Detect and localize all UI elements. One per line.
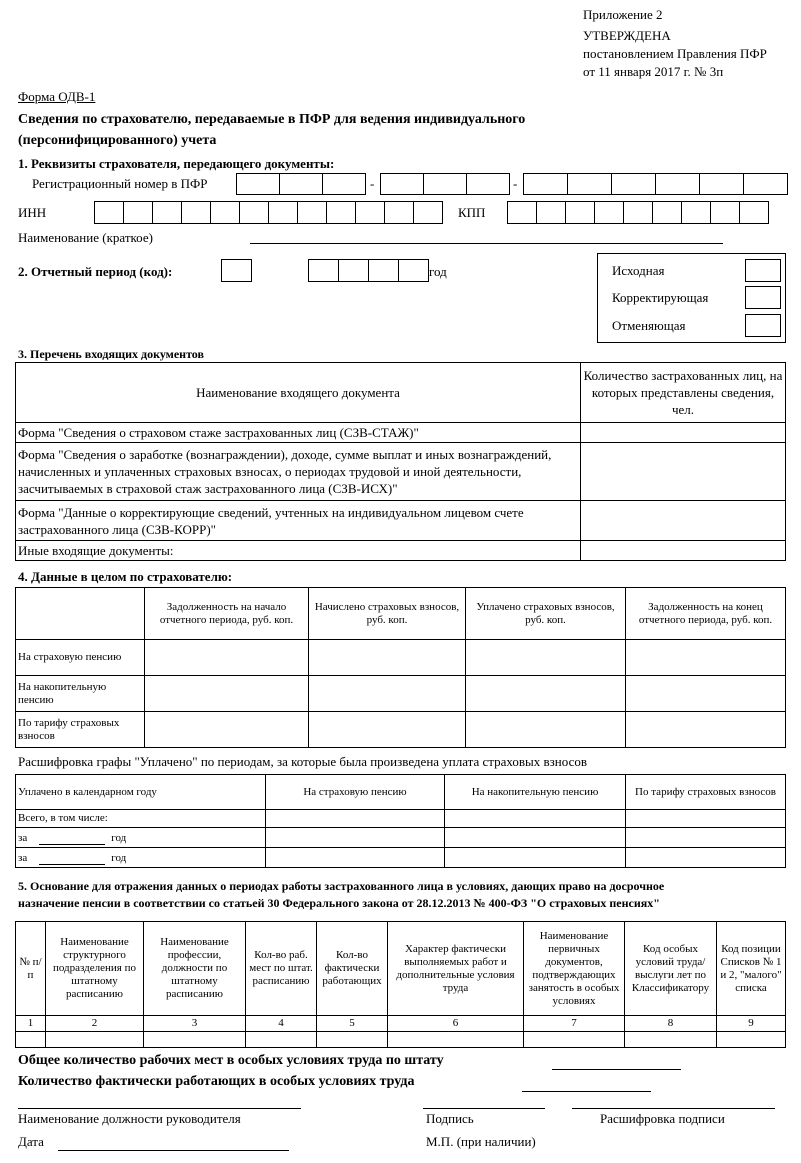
short-name-field[interactable]	[250, 229, 723, 244]
total-staff-label: Общее количество рабочих мест в особых условиях труда по штату	[18, 1053, 444, 1068]
decoding-cell[interactable]	[266, 848, 445, 868]
type-cancel-checkbox[interactable]	[745, 314, 781, 337]
decoding-col-tariff: По тарифу страховых взносов	[626, 775, 786, 810]
doc-row-szv-korr: Форма "Данные о корректирующие сведений, учтенных на индивидуальном лицевом счете застрахованного лица (СЗВ-КОРР)"	[16, 501, 581, 541]
sc-cell[interactable]	[46, 1032, 144, 1048]
sc-cell[interactable]	[388, 1032, 524, 1048]
signature-field[interactable]	[423, 1094, 545, 1109]
total-actual-label: Количество фактически работающих в особых условиях труда	[18, 1074, 415, 1089]
summary-cell[interactable]	[466, 640, 626, 676]
sc-cell[interactable]	[317, 1032, 388, 1048]
sc-num: 3	[144, 1016, 246, 1032]
reg-number-part1[interactable]	[237, 173, 366, 195]
form-title-line1: Сведения по страхователю, передаваемые в ПФР для ведения индивидуального	[18, 112, 526, 127]
summary-cell[interactable]	[309, 712, 466, 748]
decoding-cell[interactable]	[626, 810, 786, 828]
docs-header-name: Наименование входящего документа	[16, 363, 581, 423]
summary-cell[interactable]	[626, 712, 786, 748]
decoding-cell[interactable]	[445, 828, 626, 848]
sc-col-primary-docs: Наименование первичных документов, подтверждающих занятость в особых условиях	[524, 922, 625, 1016]
year-label: год	[429, 264, 447, 279]
decoding-year-field[interactable]	[39, 831, 105, 845]
form-code: Форма ОДВ-1	[18, 89, 96, 104]
decoding-col-year: Уплачено в календарном году	[16, 775, 266, 810]
decoding-row-total: Всего, в том числе:	[16, 810, 266, 828]
sc-num: 2	[46, 1016, 144, 1032]
summary-cell[interactable]	[145, 640, 309, 676]
resolution-date: от 11 января 2017 г. № 3п	[583, 64, 724, 79]
doc-count-other[interactable]	[581, 541, 786, 561]
summary-row-insurance: На страховую пенсию	[16, 640, 145, 676]
decoding-row-year-2	[16, 848, 266, 868]
decoding-year-field[interactable]	[39, 851, 105, 865]
summary-col-debt-start: Задолженность на начало отчетного периода, руб. коп.	[145, 588, 309, 640]
position-label: Наименование должности руководителя	[18, 1111, 241, 1126]
signature-label: Подпись	[426, 1111, 474, 1126]
sc-cell[interactable]	[625, 1032, 717, 1048]
decoding-cell[interactable]	[626, 848, 786, 868]
decoding-year-label: год	[111, 851, 127, 864]
docs-header-count: Количество застрахованных лиц, на которых представлены сведения, чел.	[581, 363, 786, 423]
sc-col-profession: Наименование профессии, должности по штатному расписанию	[144, 922, 246, 1016]
total-staff-field[interactable]	[552, 1055, 681, 1070]
section5-title-line2: назначение пенсии в соответствии со статьей 30 Федерального закона от 28.12.2013 № 400-ФЗ "О страховых пенсиях"	[18, 896, 660, 910]
doc-count-szv-stazh[interactable]	[581, 423, 786, 443]
doc-row-other: Иные входящие документы:	[16, 541, 581, 561]
decoding-table	[15, 774, 786, 868]
inn-label: ИНН	[18, 205, 47, 220]
decoding-cell[interactable]	[266, 810, 445, 828]
sc-col-actual-count: Кол-во фактически работающих	[317, 922, 388, 1016]
summary-col-paid: Уплачено страховых взносов, руб. коп.	[466, 588, 626, 640]
insurer-summary-table	[15, 587, 786, 748]
resolution-label: постановлением Правления ПФР	[583, 46, 767, 61]
summary-row-funded: На накопительную пенсию	[16, 676, 145, 712]
summary-cell[interactable]	[145, 712, 309, 748]
reg-dash-1: -	[370, 176, 375, 191]
decoding-cell[interactable]	[266, 828, 445, 848]
decoding-title: Расшифровка графы "Уплачено" по периодам, за которые была произведена уплата страховых взносов	[18, 754, 587, 769]
section4-title: 4. Данные в целом по страхователю:	[18, 569, 233, 584]
type-initial-checkbox[interactable]	[745, 259, 781, 282]
sc-num: 6	[388, 1016, 524, 1032]
kpp-cells[interactable]	[508, 201, 769, 224]
section3-title: 3. Перечень входящих документов	[18, 347, 204, 361]
decoding-cell[interactable]	[626, 828, 786, 848]
incoming-docs-table	[15, 362, 786, 561]
decoding-for-label: за	[18, 831, 28, 844]
date-field[interactable]	[58, 1136, 289, 1151]
summary-cell[interactable]	[466, 676, 626, 712]
summary-row-tariff: По тарифу страховых взносов	[16, 712, 145, 748]
doc-count-szv-ish[interactable]	[581, 443, 786, 501]
section2-title: 2. Отчетный период (код):	[18, 264, 173, 279]
reg-number-label: Регистрационный номер в ПФР	[32, 176, 208, 191]
kpp-label: КПП	[458, 205, 486, 220]
reg-number-part3[interactable]	[524, 173, 788, 195]
special-conditions-table	[15, 921, 786, 1048]
sc-cell[interactable]	[524, 1032, 625, 1048]
decoding-year-label: год	[111, 831, 127, 844]
sc-num: 1	[16, 1016, 46, 1032]
section5-title-line1: 5. Основание для отражения данных о периодах работы застрахованного лица в условиях, дающих право на досрочное	[18, 879, 665, 893]
doc-row-szv-stazh: Форма "Сведения о страховом стаже застрахованных лиц (СЗВ-СТАЖ)"	[16, 423, 581, 443]
decoding-cell[interactable]	[445, 848, 626, 868]
period-code-cells[interactable]	[222, 259, 252, 282]
position-field[interactable]	[18, 1094, 301, 1109]
sc-num: 5	[317, 1016, 388, 1032]
type-corrective-checkbox[interactable]	[745, 286, 781, 309]
decoding-col-funded: На накопительную пенсию	[445, 775, 626, 810]
summary-cell[interactable]	[309, 640, 466, 676]
sc-num: 7	[524, 1016, 625, 1032]
signature-decoding-label: Расшифровка подписи	[600, 1111, 725, 1126]
reg-dash-2: -	[513, 176, 518, 191]
form-title-line2: (персонифицированного) учета	[18, 133, 217, 148]
sc-col-division: Наименование структурного подразделения по штатному расписанию	[46, 922, 144, 1016]
signature-decoding-field[interactable]	[572, 1094, 775, 1109]
sc-cell[interactable]	[144, 1032, 246, 1048]
summary-col-accrued: Начислено страховых взносов, руб. коп.	[309, 588, 466, 640]
type-cancel-label: Отменяющая	[612, 318, 686, 333]
sc-num: 9	[717, 1016, 786, 1032]
decoding-row-year-1	[16, 828, 266, 848]
total-actual-field[interactable]	[522, 1077, 651, 1092]
sc-col-condition-code: Код особых условий труда/ выслуги лет по Классификатору	[625, 922, 717, 1016]
sc-num: 4	[246, 1016, 317, 1032]
summary-corner	[16, 588, 145, 640]
sc-col-staff-count: Кол-во раб. мест по штат. расписанию	[246, 922, 317, 1016]
sc-num: 8	[625, 1016, 717, 1032]
type-initial-label: Исходная	[612, 263, 665, 278]
appendix-label: Приложение 2	[583, 7, 663, 22]
reg-number-part2[interactable]	[381, 173, 510, 195]
decoding-cell[interactable]	[445, 810, 626, 828]
short-name-label: Наименование (краткое)	[18, 230, 153, 245]
doc-count-szv-korr[interactable]	[581, 501, 786, 541]
sc-cell[interactable]	[16, 1032, 46, 1048]
decoding-col-insurance: На страховую пенсию	[266, 775, 445, 810]
sc-col-work-nature: Характер фактически выполняемых работ и дополнительные условия труда	[388, 922, 524, 1016]
sc-col-num: № п/п	[16, 922, 46, 1016]
sc-cell[interactable]	[717, 1032, 786, 1048]
date-label: Дата	[18, 1134, 44, 1149]
summary-cell[interactable]	[626, 640, 786, 676]
summary-cell[interactable]	[309, 676, 466, 712]
stamp-label: М.П. (при наличии)	[426, 1134, 536, 1149]
sc-col-list-code: Код позиции Списков № 1 и 2, "малого" списка	[717, 922, 786, 1016]
sc-cell[interactable]	[246, 1032, 317, 1048]
decoding-for-label: за	[18, 851, 28, 864]
summary-col-debt-end: Задолженность на конец отчетного периода, руб. коп.	[626, 588, 786, 640]
summary-cell[interactable]	[466, 712, 626, 748]
doc-row-szv-ish: Форма "Сведения о заработке (вознаграждении), доходе, сумме выплат и иных вознаграждений, начисленных и уплаченных страховых взносах, о периодах трудовой и иной деятельности, засчитываемых в страховой стаж застрахованного лица (СЗВ-ИСХ)"	[16, 443, 581, 501]
inn-cells[interactable]	[95, 201, 443, 224]
type-corrective-label: Корректирующая	[612, 290, 709, 305]
summary-cell[interactable]	[626, 676, 786, 712]
section1-title: 1. Реквизиты страхователя, передающего документы:	[18, 156, 335, 171]
summary-cell[interactable]	[145, 676, 309, 712]
year-cells[interactable]	[309, 259, 429, 282]
approved-label: УТВЕРЖДЕНА	[583, 28, 671, 43]
